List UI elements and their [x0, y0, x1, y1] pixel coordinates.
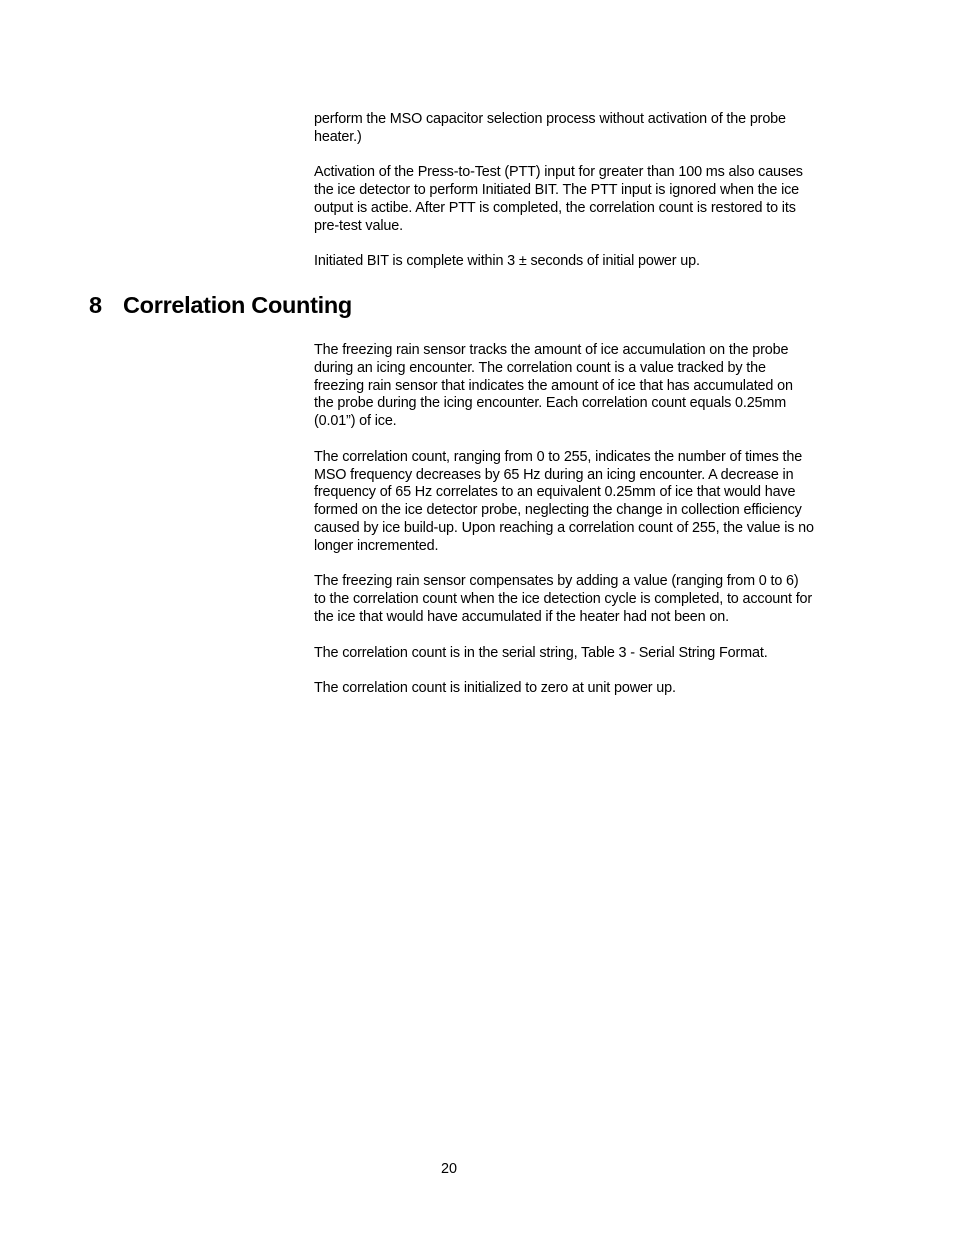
paragraph: Initiated BIT is complete within 3 ± seconds of initial power up. [314, 253, 700, 270]
paragraph: The correlation count is in the serial string, Table 3 - Serial String Format. [314, 644, 768, 661]
paragraph: The correlation count, ranging from 0 to 255, indicates the number of times the MSO frequency decreases by 65 Hz during an icing encounter. A decrease in frequency of 65 Hz correlates to an equivalent 0.25mm of ice that would have formed on the ice detector probe, neglecting the change in collection efficiency caused by ice build-up. Upon reaching a correlation count of 255, the value is no longer incremented. [314, 448, 814, 554]
paragraph: Activation of the Press-to-Test (PTT) input for greater than 100 ms also causes the ice detector to perform Initiated BIT. The PTT input is ignored when the ice output is actibe. After PTT is completed, the correlation count is restored to its pre-test value. [314, 164, 803, 234]
section-heading [89, 290, 352, 320]
intro-text-block [314, 111, 814, 289]
section-title: Correlation Counting [123, 292, 352, 318]
section-number: 8 [89, 292, 102, 318]
paragraph: The freezing rain sensor compensates by adding a value (ranging from 0 to 6) to the correlation count when the ice detection cycle is completed, to account for the ice that would have accumulated if the heater had not been on. [314, 573, 813, 625]
page-number: 20 [440, 1161, 457, 1177]
section-body [314, 342, 814, 716]
paragraph: perform the MSO capacitor selection process without activation of the probe heater.) [314, 111, 786, 145]
paragraph: The freezing rain sensor tracks the amount of ice accumulation on the probe during an icing encounter. The correlation count is a value tracked by the freezing rain sensor that indicates the amount of ice that has accumulated on the probe during the icing encounter. Each correlation count equals 0.25mm (0.01”) of ice. [314, 342, 793, 430]
paragraph: The correlation count is initialized to zero at unit power up. [314, 680, 676, 697]
